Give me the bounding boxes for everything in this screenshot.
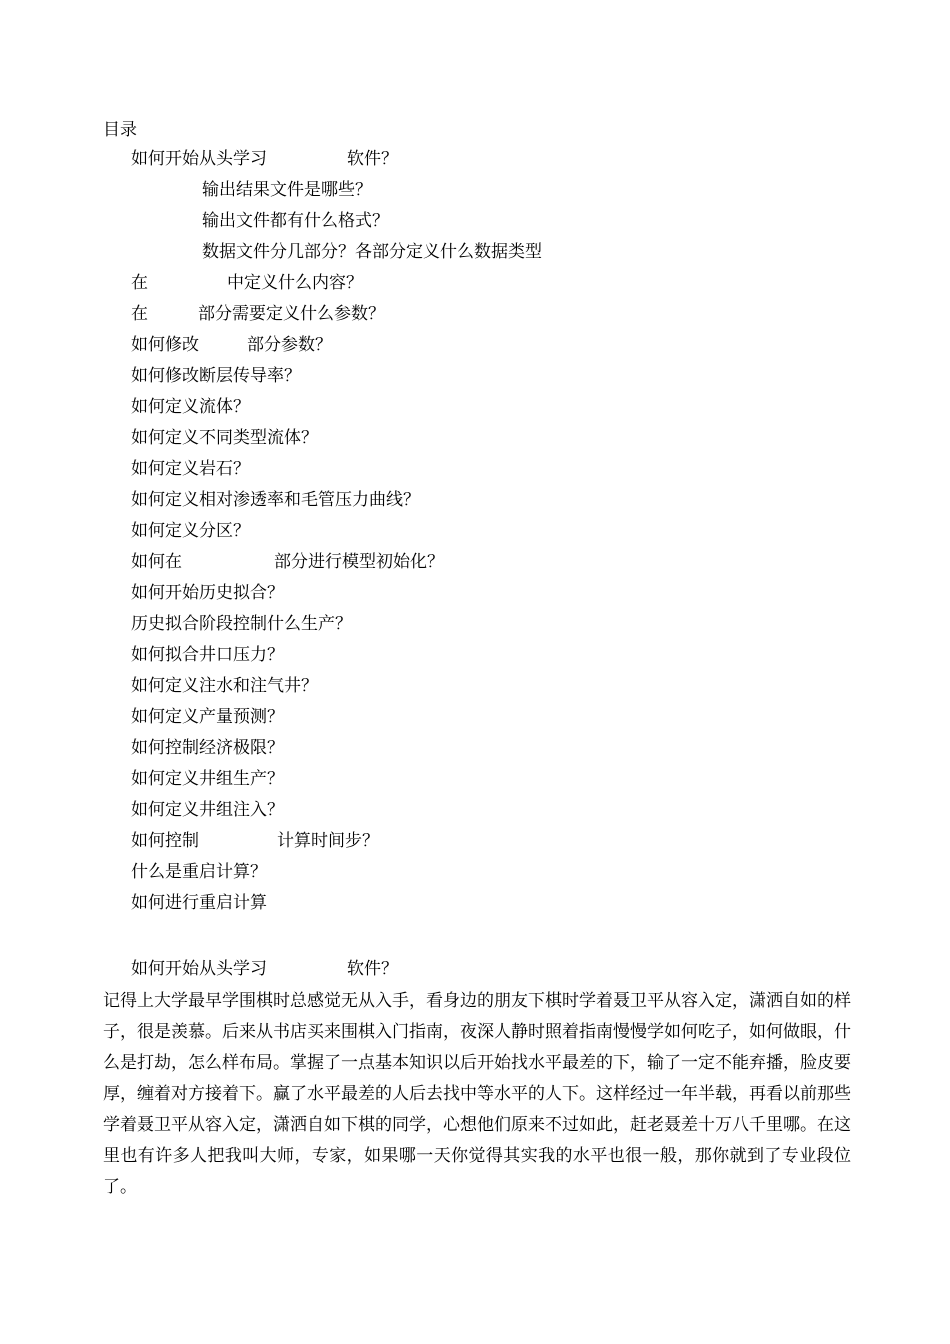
text-segment: 什么是重启计算？: [131, 862, 267, 882]
text-segment: 部分需要定义什么参数？: [198, 304, 385, 324]
text-segment: 如何控制: [131, 831, 199, 851]
text-segment: 输出结果文件是哪些？: [202, 180, 372, 200]
toc-heading: 目录: [103, 120, 137, 140]
toc-item[interactable]: [0, 302, 542, 333]
text-segment: 如何修改: [131, 335, 199, 355]
text-segment: 如何定义井组注入？: [131, 800, 284, 820]
toc-item[interactable]: [0, 643, 542, 674]
text-segment: 中定义什么内容？: [227, 273, 363, 293]
toc-item[interactable]: [0, 519, 542, 550]
toc-item[interactable]: [0, 457, 542, 488]
text-segment: 如何开始从头学习: [131, 959, 267, 979]
text-segment: 如何拟合井口压力？: [131, 645, 284, 665]
text-segment: 如何在: [131, 552, 182, 572]
text-segment: 如何修改断层传导率？: [131, 366, 301, 386]
toc-item[interactable]: [0, 612, 542, 643]
toc-item[interactable]: [0, 271, 542, 302]
text-segment: 如何定义岩石？: [131, 459, 250, 479]
text-segment: 如何定义不同类型流体？: [131, 428, 318, 448]
text-segment: 部分进行模型初始化？: [274, 552, 444, 572]
text-segment: 如何定义分区？: [131, 521, 250, 541]
text-segment: 输出文件都有什么格式？: [202, 211, 389, 231]
toc-list: [0, 147, 542, 922]
text-segment: 如何控制经济极限？: [131, 738, 284, 758]
toc-item[interactable]: [0, 767, 542, 798]
toc-item[interactable]: [0, 147, 542, 178]
toc-item[interactable]: [0, 333, 542, 364]
text-segment: 在: [131, 304, 148, 324]
toc-item[interactable]: [0, 550, 542, 581]
toc-item[interactable]: [0, 240, 542, 271]
text-segment: 如何开始历史拟合？: [131, 583, 284, 603]
toc-item[interactable]: [0, 736, 542, 767]
toc-item[interactable]: [0, 488, 542, 519]
toc-item[interactable]: [0, 891, 542, 922]
toc-item[interactable]: [0, 705, 542, 736]
text-segment: 如何进行重启计算: [131, 893, 267, 913]
text-segment: 如何定义流体？: [131, 397, 250, 417]
text-segment: 数据文件分几部分？各部分定义什么数据类型: [202, 242, 542, 262]
text-segment: 部分参数？: [247, 335, 332, 355]
text-segment: 如何定义相对渗透率和毛管压力曲线？: [131, 490, 420, 510]
text-segment: 如何定义注水和注气井？: [131, 676, 318, 696]
text-segment: 软件？: [347, 959, 398, 979]
toc-item[interactable]: [0, 209, 542, 240]
toc-item[interactable]: [0, 829, 542, 860]
body-paragraph: 记得上大学最早学围棋时总感觉无从入手，看身边的朋友下棋时学着聂卫平从容入定，潇洒自如的样子，很是羡慕。后来从书店买来围棋入门指南，夜深人静时照着指南慢慢学如何吃子，如何做眼，什么是打劫，怎么样布局。掌握了一点基本知识以后开始找水平最差的下，输了一定不能弃播，脸皮要厚，缠着对方接着下。赢了水平最差的人后去找中等水平的人下。这样经过一年半载，再看以前那些学着聂卫平从容入定，潇洒自如下棋的同学，心想他们原来不过如此，赶老聂差十万八千里哪。在这里也有许多人把我叫大师，专家，如果哪一天你觉得其实我的水平也很一般，那你就到了专业段位了。: [103, 991, 851, 1197]
text-segment: 历史拟合阶段控制什么生产？: [131, 614, 352, 634]
toc-item[interactable]: [0, 798, 542, 829]
toc-item[interactable]: [0, 674, 542, 705]
text-segment: 计算时间步？: [277, 831, 379, 851]
text-segment: 如何定义井组生产？: [131, 769, 284, 789]
toc-item[interactable]: [0, 426, 542, 457]
toc-item[interactable]: [0, 395, 542, 426]
section-heading: [131, 957, 398, 981]
text-segment: 如何开始从头学习: [131, 149, 267, 169]
text-segment: 如何定义产量预测？: [131, 707, 284, 727]
text-segment: 在: [131, 273, 148, 293]
toc-item[interactable]: [0, 581, 542, 612]
toc-item[interactable]: [0, 860, 542, 891]
text-segment: 软件？: [347, 149, 398, 169]
toc-item[interactable]: [0, 364, 542, 395]
toc-item[interactable]: [0, 178, 542, 209]
